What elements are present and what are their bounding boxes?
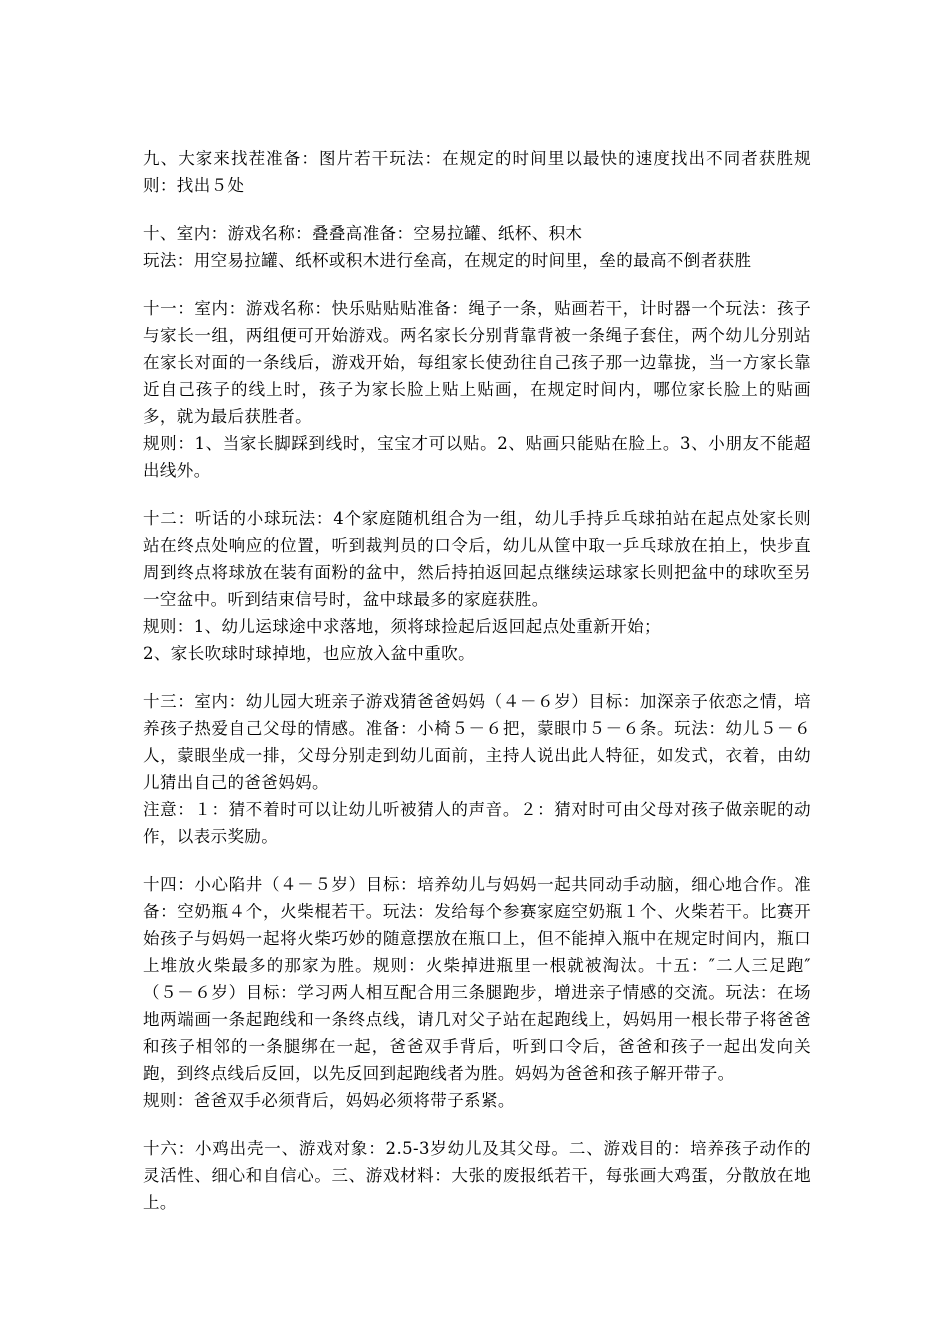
document-page — [143, 145, 811, 1237]
paragraph: 十三：室内：幼儿园大班亲子游戏猜爸爸妈妈（４－６岁）目标：加深亲子依恋之情，培养孩子热爱自己父母的情感。准备：小椅５－６把，蒙眼巾５－６条。玩法：幼儿５－６人，蒙眼坐成一排，父母分别走到幼儿面前，主持人说出此人特征，如发式，衣着，由幼儿猜出自己的爸爸妈妈。 — [143, 692, 811, 792]
section-11 — [143, 295, 811, 484]
section-12 — [143, 505, 811, 667]
paragraph: 玩法：用空易拉罐、纸杯或积木进行垒高，在规定的时间里，垒的最高不倒者获胜 — [143, 251, 752, 270]
paragraph: 规则：爸爸双手必须背后，妈妈必须将带子系紧。 — [143, 1091, 515, 1110]
paragraph: 注意：１：猜不着时可以让幼儿听被猜人的声音。２：猜对时可由父母对孩子做亲昵的动作，以表示奖励。 — [143, 800, 811, 846]
paragraph: 规则：1、幼儿运球途中求落地，须将球捡起后返回起点处重新开始； — [143, 617, 661, 636]
paragraph: 规则：1、当家长脚踩到线时，宝宝才可以贴。2、贴画只能贴在脸上。3、小朋友不能超出线外。 — [143, 434, 811, 480]
section-13 — [143, 688, 811, 850]
section-10 — [143, 220, 811, 274]
paragraph: 九、大家来找茬准备：图片若干玩法：在规定的时间里以最快的速度找出不同者获胜规则：找出５处 — [143, 149, 811, 195]
paragraph: 十四：小心陷井（４－５岁）目标：培养幼儿与妈妈一起共同动手动脑，细心地合作。准备：空奶瓶４个，火柴棍若干。玩法：发给每个参赛家庭空奶瓶１个、火柴若干。比赛开始孩子与妈妈一起将火柴巧妙的随意摆放在瓶口上，但不能掉入瓶中在规定时间内，瓶口上堆放火柴最多的那家为胜。规则：火柴掉进瓶里一根就被淘汰。十五：″二人三足跑″（５－６岁）目标：学习两人相互配合用三条腿跑步，增进亲子情感的交流。玩法：在场地两端画一条起跑线和一条终点线，请几对父子站在起跑线上，妈妈用一根长带子将爸爸和孩子相邻的一条腿绑在一起，爸爸双手背后，听到口令后，爸爸和孩子一起出发向关跑，到终点线后反回，以先反回到起跑线者为胜。妈妈为爸爸和孩子解开带子。 — [143, 875, 811, 1083]
paragraph: 十一：室内：游戏名称：快乐贴贴贴准备：绳子一条，贴画若干，计时器一个玩法：孩子与家长一组，两组便可开始游戏。两名家长分别背靠背被一条绳子套住，两个幼儿分别站在家长对面的一条线后，游戏开始，每组家长使劲往自己孩子那一边靠拢，当一方家长靠近自己孩子的线上时，孩子为家长脸上贴上贴画，在规定时间内，哪位家长脸上的贴画多，就为最后获胜者。 — [143, 299, 811, 426]
paragraph: 十二：听话的小球玩法：4个家庭随机组合为一组，幼儿手持乒乓球拍站在起点处家长则站在终点处响应的位置，听到裁判员的口令后，幼儿从筐中取一乒乓球放在拍上，快步直周到终点将球放在装有面粉的盆中，然后持拍返回起点继续运球家长则把盆中的球吹至另一空盆中。听到结束信号时，盆中球最多的家庭获胜。 — [143, 509, 811, 609]
section-14 — [143, 871, 811, 1114]
section-9 — [143, 145, 811, 199]
paragraph: 十、室内：游戏名称：叠叠高准备：空易拉罐、纸杯、积木 — [143, 224, 583, 243]
paragraph: 2、家长吹球时球掉地，也应放入盆中重吹。 — [143, 644, 475, 663]
paragraph: 十六：小鸡出壳一、游戏对象：2.5-3岁幼儿及其父母。二、游戏目的：培养孩子动作的灵活性、细心和自信心。三、游戏材料：大张的废报纸若干，每张画大鸡蛋，分散放在地上。 — [143, 1139, 811, 1212]
section-16 — [143, 1135, 811, 1216]
